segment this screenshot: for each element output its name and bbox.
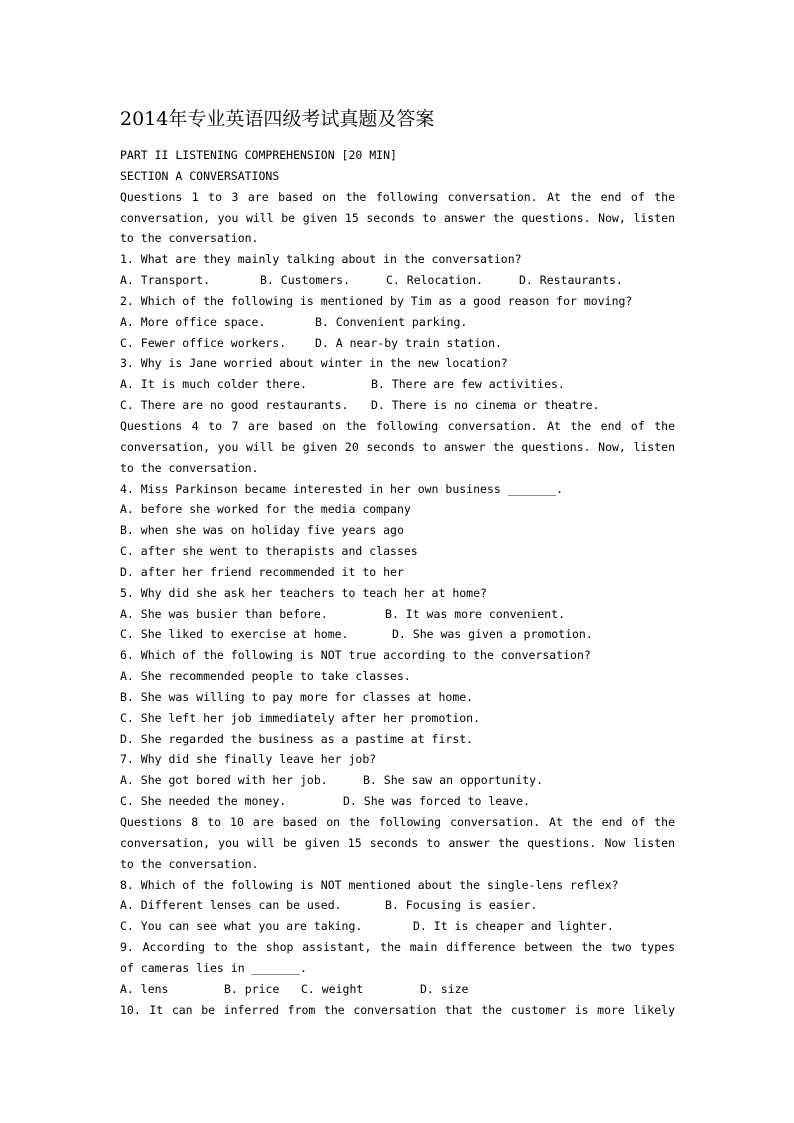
- question-2-options: [120, 333, 675, 354]
- question-8-options: [120, 895, 675, 916]
- option-a: A. It is much colder there.: [120, 377, 307, 392]
- question-1-stem: 1. What are they mainly talking about in the conversation?: [120, 252, 522, 267]
- option-b: B. It was more convenient.: [385, 606, 566, 621]
- option-a: A. Different lenses can be used.: [120, 898, 342, 913]
- intro-line: to the conversation.: [120, 460, 259, 475]
- option-c: C. There are no good restaurants.: [120, 398, 349, 413]
- question-7-stem: 7. Why did she finally leave her job?: [120, 752, 377, 767]
- option-b: B. Focusing is easier.: [385, 898, 538, 913]
- option-a: A. She was busier than before.: [120, 606, 328, 621]
- option-b: B. price: [224, 981, 280, 996]
- document-body: [120, 107, 675, 1020]
- intro-line: conversation, you will be given 20 seconds to answer the questions. Now, listen: [120, 439, 675, 454]
- option-d: D. A near-by train station.: [315, 335, 502, 350]
- option-a: A. lens: [120, 981, 169, 996]
- option-d: D. She was forced to leave.: [343, 794, 530, 809]
- option-b: B. Convenient parking.: [315, 314, 468, 329]
- question-8-options: [120, 916, 675, 937]
- option-b: B. She saw an opportunity.: [363, 773, 544, 788]
- question-8-stem: 8. Which of the following is NOT mentioned about the single-lens reflex?: [120, 877, 619, 892]
- option-c: C. She left her job immediately after her promotion.: [120, 710, 481, 725]
- question-7-options: [120, 770, 675, 791]
- option-b: B. when she was on holiday five years ago: [120, 523, 404, 538]
- option-a: A. before she worked for the media company: [120, 502, 411, 517]
- option-c: C. She needed the money.: [120, 794, 287, 809]
- option-d: D. There is no cinema or theatre.: [371, 398, 600, 413]
- question-6-stem: 6. Which of the following is NOT true according to the conversation?: [120, 648, 591, 663]
- option-c: C. weight: [301, 981, 364, 996]
- question-5-stem: 5. Why did she ask her teachers to teach her at home?: [120, 585, 487, 600]
- option-b: B. Customers.: [260, 273, 351, 288]
- option-d: D. Restaurants.: [519, 273, 623, 288]
- question-10-stem: 10. It can be inferred from the conversation that the customer is more likely: [120, 1002, 675, 1017]
- intro-line: conversation, you will be given 15 seconds to answer the questions. Now, listen: [120, 210, 675, 225]
- option-d: D. She regarded the business as a pastime at first.: [120, 731, 474, 746]
- intro-line: Questions 8 to 10 are based on the following conversation. At the end of the: [120, 815, 675, 829]
- document-title: 2014年专业英语四级考试真题及答案: [120, 108, 435, 130]
- option-c: C. Fewer office workers.: [120, 335, 287, 350]
- question-4-stem: 4. Miss Parkinson became interested in her own business _______.: [120, 481, 564, 496]
- question-3-stem: 3. Why is Jane worried about winter in the new location?: [120, 356, 508, 371]
- question-5-options: [120, 604, 675, 625]
- intro-line: Questions 4 to 7 are based on the following conversation. At the end of the: [120, 418, 675, 433]
- intro-line: conversation, you will be given 15 seconds to answer the questions. Now listen: [120, 835, 675, 850]
- option-b: B. There are few activities.: [371, 377, 565, 392]
- intro-line: to the conversation.: [120, 231, 259, 246]
- question-2-stem: 2. Which of the following is mentioned by Tim as a good reason for moving?: [120, 293, 633, 308]
- question-9-stem: 9. According to the shop assistant, the main difference between the two types: [120, 940, 675, 955]
- section-heading: SECTION A CONVERSATIONS: [120, 168, 280, 183]
- question-7-options: [120, 791, 675, 812]
- question-3-options: [120, 374, 675, 395]
- question-3-options: [120, 395, 675, 416]
- option-d: D. after her friend recommended it to her: [120, 564, 404, 579]
- option-d: D. It is cheaper and lighter.: [413, 919, 614, 934]
- question-5-options: [120, 624, 675, 645]
- part-heading: PART II LISTENING COMPREHENSION [20 MIN]: [120, 148, 397, 162]
- question-9-options: [120, 979, 675, 1000]
- question-9-stem: of cameras lies in _______.: [120, 960, 307, 975]
- question-2-options: [120, 312, 675, 333]
- option-a: A. She recommended people to take classes.: [120, 669, 411, 684]
- option-c: C. She liked to exercise at home.: [120, 627, 349, 642]
- option-c: C. You can see what you are taking.: [120, 919, 363, 934]
- option-d: D. She was given a promotion.: [392, 627, 593, 642]
- intro-line: to the conversation.: [120, 856, 259, 871]
- option-b: B. She was willing to pay more for classes at home.: [120, 689, 474, 704]
- option-a: A. Transport.: [120, 273, 211, 288]
- option-a: A. More office space.: [120, 314, 266, 329]
- option-c: C. after she went to therapists and classes: [120, 544, 418, 559]
- intro-line: Questions 1 to 3 are based on the following conversation. At the end of the: [120, 189, 675, 204]
- question-1-options: [120, 270, 675, 291]
- option-c: C. Relocation.: [386, 273, 483, 288]
- option-d: D. size: [420, 981, 469, 996]
- option-a: A. She got bored with her job.: [120, 773, 328, 788]
